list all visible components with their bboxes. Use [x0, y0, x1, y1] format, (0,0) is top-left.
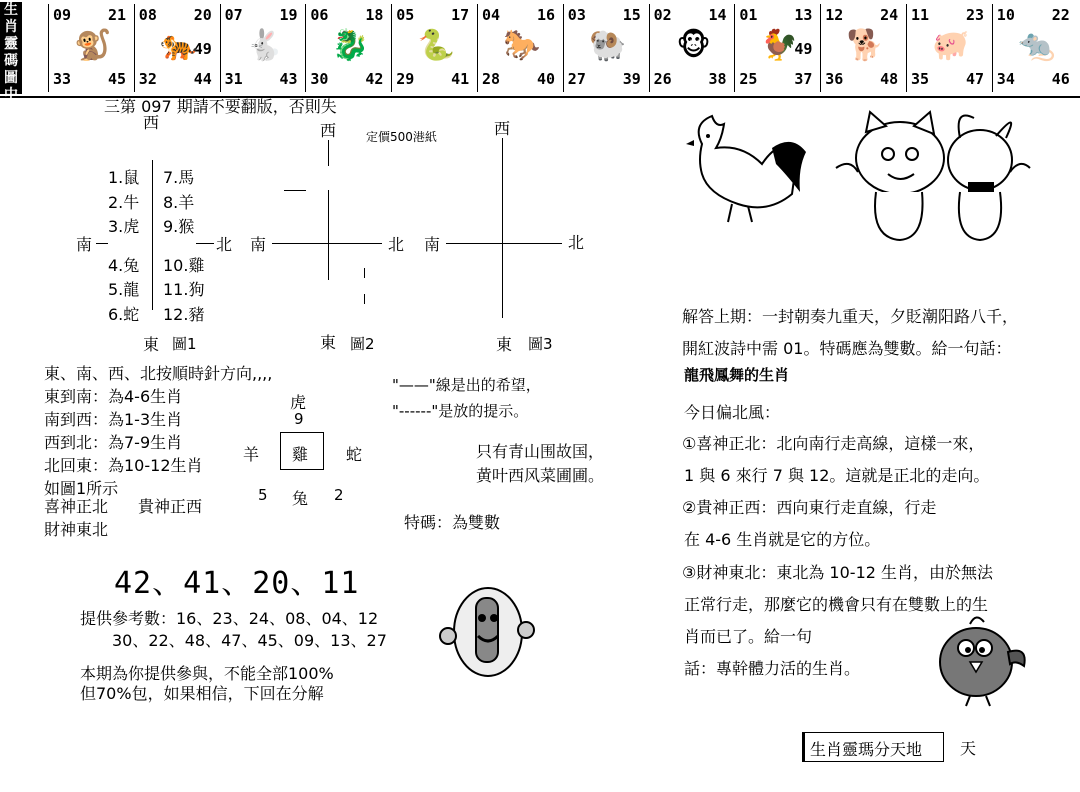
num-top-right: 15	[622, 6, 641, 24]
num-bottom-right: 46	[1051, 70, 1070, 88]
sheep-icon: 🐏	[589, 28, 627, 63]
num-top-left: 07	[224, 6, 243, 24]
main-numbers: 42、41、20、11	[114, 566, 360, 601]
poem-line: 黄叶西风菜圃圃。	[476, 466, 605, 485]
answer-phrase: 龍飛鳳舞的生肖	[684, 366, 790, 384]
num-bottom-right: 47	[965, 70, 984, 88]
horse-icon: 🐎	[503, 28, 541, 63]
num-bottom-right: 44	[193, 70, 212, 88]
rule-line: 如圖1所示	[44, 479, 119, 498]
num-top-right: 13	[794, 6, 813, 24]
num-top-right: 16	[536, 6, 555, 24]
legend-solid: "——"線是出的希望，	[392, 376, 541, 394]
zodiac-cell	[391, 4, 475, 92]
strip-title: 生肖靈碼圖中華	[0, 2, 22, 94]
num-extra: 49	[794, 40, 813, 58]
god-gui: 貴神正西	[138, 497, 203, 516]
diagram1-east: 東	[143, 335, 160, 354]
diagram1-south: 南	[76, 235, 93, 254]
zodiac-cell	[734, 4, 818, 92]
today-p3b: 正常行走，那麼它的機會只有在雙數上的生	[684, 595, 989, 614]
num-bottom-left: 26	[653, 70, 672, 88]
axis	[272, 243, 382, 244]
answer-line-1: 解答上期：一封朝奏九重天，夕貶潮阳路八千，	[682, 307, 1019, 326]
tick	[284, 190, 306, 191]
list-item: 12.豬	[163, 304, 205, 324]
god-xi: 喜神正北	[44, 497, 109, 516]
num-bottom-right: 39	[622, 70, 641, 88]
num-bottom-left: 25	[739, 70, 758, 88]
num-bottom-right: 48	[880, 70, 899, 88]
rule-line: 東、南、西、北按順時針方向,,,,	[44, 364, 273, 383]
num-top-left: 03	[567, 6, 586, 24]
num-top-right: 24	[880, 6, 899, 24]
today-title: 今日偏北風：	[684, 403, 781, 422]
num-top-right: 20	[193, 6, 212, 24]
num-extra: 49	[193, 40, 212, 58]
zodiac-cell	[305, 4, 389, 92]
diagram1-west: 西	[143, 113, 160, 132]
zodiac-cell	[134, 4, 218, 92]
today-p1b: 1 與 6 來行 7 與 12。這就是正北的走向。	[684, 466, 990, 485]
num-bottom-right: 43	[279, 70, 298, 88]
cross-bottom-left: 5	[258, 486, 268, 504]
rooster-icon	[672, 104, 812, 224]
dog-icon: 🐕	[846, 28, 884, 63]
rule-line: 西到北：為7-9生肖	[44, 433, 183, 452]
god-cai: 財神東北	[44, 520, 109, 539]
special-code: 特碼：為雙數	[404, 513, 501, 532]
tick	[96, 243, 108, 244]
axis	[446, 243, 562, 244]
list-item: 2.牛	[108, 192, 140, 212]
num-bottom-left: 36	[825, 70, 844, 88]
num-bottom-left: 32	[138, 70, 157, 88]
num-bottom-right: 37	[794, 70, 813, 88]
direction-rules	[44, 362, 272, 500]
diagram2-caption: 圖2	[350, 335, 375, 353]
today-p2b: 在 4-6 生肖就是它的方位。	[684, 530, 881, 549]
num-top-left: 02	[653, 6, 672, 24]
answer-line-2: 開紅波詩中需 01。特碼應為雙數。給一句話：	[682, 339, 1012, 358]
monkey-icon: 🐒	[74, 28, 112, 63]
zodiac-cell	[477, 4, 561, 92]
num-top-left: 09	[53, 6, 72, 24]
list-item: 7.馬	[163, 168, 195, 187]
reference-line-2: 30、22、48、47、45、09、13、27	[112, 631, 387, 650]
axis	[502, 138, 503, 318]
num-top-left: 05	[396, 6, 415, 24]
footer-tail: 天	[960, 739, 977, 758]
diagram3-west: 西	[494, 119, 511, 138]
num-top-right: 18	[365, 6, 384, 24]
tick	[364, 294, 365, 304]
num-bottom-left: 30	[310, 70, 329, 88]
price-label: 定價500港紙	[366, 130, 437, 144]
num-bottom-right: 40	[536, 70, 555, 88]
cross-right: 蛇	[346, 445, 363, 464]
tiger-icon: 🐅	[160, 28, 198, 63]
zodiac-cell	[649, 4, 733, 92]
snake-icon: 🐍	[417, 28, 455, 63]
cat-and-dog-icon	[830, 108, 1040, 248]
diagram1-list-right	[163, 166, 204, 327]
list-item: 3.虎	[108, 217, 140, 236]
reference-line-1: 提供參考數：16、23、24、08、04、12	[80, 609, 379, 628]
num-top-left: 08	[138, 6, 157, 24]
poem-line: 只有青山围故国，	[476, 442, 605, 461]
today-p3d: 話：專幹體力活的生肖。	[684, 659, 861, 678]
rooster-icon: 🐓	[760, 28, 799, 63]
rule-line: 南到西：為1-3生肖	[44, 410, 183, 429]
diagram3-caption: 圖3	[528, 335, 553, 353]
monkey-icon: 🐵	[676, 28, 711, 63]
zodiac-cell	[820, 4, 904, 92]
issue-notice: 三第 097 期請不要翻版，否則失	[104, 97, 337, 116]
num-bottom-left: 31	[224, 70, 243, 88]
diagram1-divider	[152, 160, 153, 310]
today-p1a: ①喜神正北：北向南行走高線，這樣一來，	[682, 434, 985, 453]
cross-bottom: 兔	[292, 489, 309, 508]
num-top-right: 21	[107, 6, 126, 24]
footer-box-text: 生肖靈瑪分天地	[810, 740, 923, 759]
diagram1-caption: 圖1	[172, 335, 197, 353]
bird-icon	[930, 608, 1030, 708]
today-p2a: ②貴神正西：西向東行走直線，行走	[682, 498, 937, 517]
num-bottom-left: 27	[567, 70, 586, 88]
list-item: 10.雞	[163, 255, 205, 275]
zodiac-cell	[563, 4, 647, 92]
diagram2-east: 東	[320, 333, 337, 352]
num-top-right: 14	[708, 6, 727, 24]
cross-top-number: 9	[294, 410, 304, 428]
rabbit-icon: 🐇	[245, 28, 284, 63]
rat-icon: 🐀	[1018, 28, 1056, 63]
num-bottom-left: 34	[996, 70, 1015, 88]
list-item: 9.猴	[163, 217, 195, 236]
num-top-right: 22	[1051, 6, 1070, 24]
num-top-left: 01	[739, 6, 758, 24]
axis	[328, 140, 329, 166]
cross-center: 雞	[292, 445, 309, 464]
num-top-left: 10	[996, 6, 1015, 24]
tick	[364, 268, 365, 278]
list-item: 5.龍	[108, 280, 140, 299]
disclaimer-line: 本期為你提供參與，不能全部100%	[80, 664, 334, 683]
num-bottom-right: 45	[107, 70, 126, 88]
list-item: 11.狗	[163, 280, 205, 299]
num-top-left: 06	[310, 6, 329, 24]
num-bottom-left: 33	[53, 70, 72, 88]
num-bottom-right: 38	[708, 70, 727, 88]
rule-line: 北回東：為10-12生肖	[44, 456, 203, 475]
zodiac-cell	[906, 4, 990, 92]
diagram3-south: 南	[424, 235, 441, 254]
legend-dashed: "------"是放的提示。	[392, 402, 529, 420]
num-top-left: 04	[482, 6, 501, 24]
today-p3a: ③財神東北：東北為 10-12 生肖，由於無法	[682, 563, 994, 582]
num-bottom-left: 28	[482, 70, 501, 88]
dragon-icon: 🐉	[331, 28, 370, 63]
axis	[328, 190, 329, 280]
tick	[196, 243, 214, 244]
diagram2-west: 西	[320, 121, 337, 140]
num-bottom-left: 35	[911, 70, 930, 88]
cross-top: 虎	[290, 393, 307, 412]
num-bottom-right: 42	[365, 70, 384, 88]
zodiac-cell	[992, 4, 1076, 92]
num-bottom-left: 29	[396, 70, 415, 88]
cross-left: 羊	[243, 445, 260, 464]
poem	[476, 440, 604, 488]
list-item: 1.鼠	[108, 168, 140, 187]
diagram1-list-left	[108, 166, 139, 327]
disclaimer	[80, 664, 334, 704]
zodiac-cell	[48, 4, 132, 92]
hotdog-icon	[430, 580, 540, 680]
num-bottom-right: 41	[451, 70, 470, 88]
pig-icon: 🐖	[932, 28, 970, 63]
diagram3-east: 東	[496, 335, 513, 354]
zodiac-cell	[220, 4, 304, 92]
diagram3-north: 北	[568, 233, 585, 252]
num-top-right: 17	[451, 6, 470, 24]
rule-line: 東到南：為4-6生肖	[44, 387, 183, 406]
diagram1-north: 北	[216, 235, 233, 254]
cross-bottom-right: 2	[334, 486, 344, 504]
num-top-left: 11	[911, 6, 930, 24]
num-top-right: 23	[965, 6, 984, 24]
diagram2-south: 南	[250, 235, 267, 254]
disclaimer-line: 但70%包，如果相信，下回在分解	[80, 684, 324, 703]
num-top-left: 12	[825, 6, 844, 24]
list-item: 6.蛇	[108, 304, 140, 324]
list-item: 4.兔	[108, 255, 140, 275]
num-top-right: 19	[279, 6, 298, 24]
today-p3c: 肖而已了。給一句	[684, 627, 813, 646]
diagram2-north: 北	[388, 235, 405, 254]
list-item: 8.羊	[163, 192, 195, 212]
